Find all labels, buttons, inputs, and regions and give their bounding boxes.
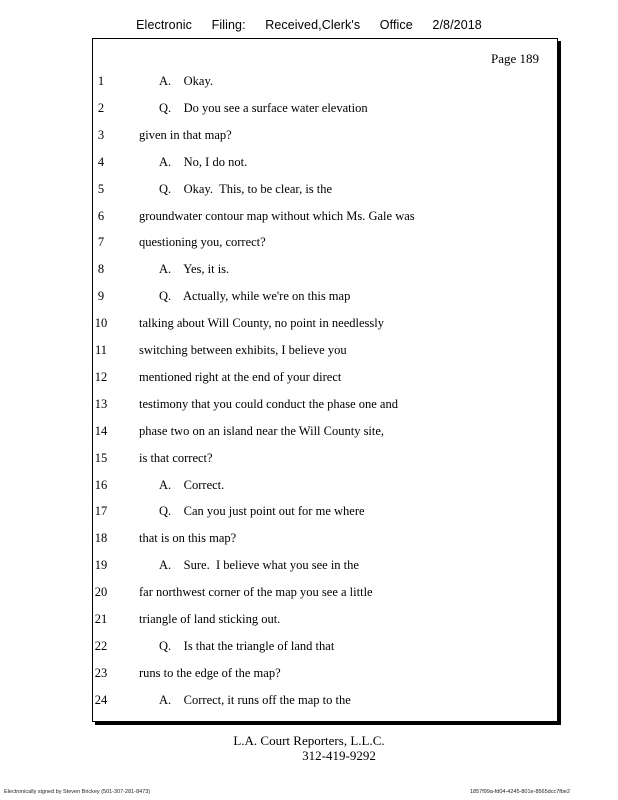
line-number: 21 — [94, 612, 108, 626]
transcript-line — [93, 558, 557, 578]
line-text: given in that map? — [139, 127, 232, 142]
line-number: 12 — [94, 369, 108, 384]
line-text: switching between exhibits, I believe you — [139, 343, 347, 357]
line-text: A. Yes, it is. — [159, 262, 230, 277]
transcript-line — [93, 585, 557, 605]
transcript-line — [93, 666, 557, 686]
transcript-line — [93, 343, 557, 363]
line-number: 20 — [94, 585, 108, 600]
transcript-line — [93, 74, 557, 94]
line-text: talking about Will County, no point in needlessly — [139, 316, 384, 331]
line-text: A. Correct, it runs off the map to the — [159, 692, 351, 707]
transcript-line — [93, 639, 557, 659]
filing-date: 2/8/2018 — [432, 18, 482, 32]
document-hash: 1857f99a-fd04-4245-801e-8565dcc7fbe2 — [470, 789, 570, 795]
line-text: runs to the edge of the map? — [139, 665, 281, 680]
line-text: A. No, I do not. — [159, 154, 248, 169]
line-text: Q. Can you just point out for me where — [159, 504, 365, 519]
line-number: 13 — [94, 396, 108, 411]
line-text: Q. Is that the triangle of land that — [159, 638, 335, 653]
line-number: 22 — [94, 638, 108, 653]
transcript-line — [93, 155, 557, 175]
transcript-line — [93, 612, 557, 632]
transcript-line — [93, 451, 557, 471]
line-text: groundwater contour map without which Ms. Gale was — [139, 208, 415, 223]
filing-label: Filing: — [211, 18, 246, 32]
line-number: 19 — [94, 558, 108, 573]
filing-header — [0, 18, 618, 32]
line-number: 1 — [97, 74, 105, 88]
footer-phone: 312-419-9292 — [302, 748, 376, 763]
line-number: 10 — [94, 316, 108, 331]
line-text: testimony that you could conduct the phase one and — [139, 396, 398, 411]
line-text: far northwest corner of the map you see a little — [139, 585, 373, 600]
line-number: 11 — [94, 343, 108, 357]
transcript-page — [92, 38, 558, 722]
line-text: phase two on an island near the Will County site, — [139, 423, 385, 438]
line-number: 15 — [94, 450, 108, 465]
transcript-line — [93, 101, 557, 121]
transcript-line — [93, 209, 557, 229]
line-text: questioning you, correct? — [139, 235, 266, 250]
line-number: 5 — [97, 181, 105, 196]
line-number: 18 — [94, 531, 108, 546]
transcript-line — [93, 693, 557, 713]
line-number: 6 — [97, 208, 105, 223]
line-number: 4 — [97, 154, 105, 169]
transcript-line — [93, 128, 557, 148]
line-number: 3 — [97, 127, 105, 142]
transcript-line — [93, 397, 557, 417]
line-number: 17 — [94, 504, 108, 519]
line-text: A. Correct. — [159, 477, 225, 492]
transcript-line — [93, 262, 557, 282]
filing-received: Received,Clerk's — [265, 18, 361, 32]
line-text: Q. Do you see a surface water elevation — [159, 100, 368, 115]
transcript-line — [93, 478, 557, 498]
page-number: Page 189 — [490, 51, 539, 66]
line-text: Q. Okay. This, to be clear, is the — [159, 181, 333, 196]
line-number: 23 — [94, 665, 108, 680]
line-text: A. Sure. I believe what you see in the — [159, 558, 359, 573]
filing-electronic: Electronic — [136, 18, 193, 32]
transcript-line — [93, 504, 557, 524]
transcript-line — [93, 370, 557, 390]
line-number: 14 — [94, 423, 108, 438]
line-number: 2 — [97, 100, 105, 115]
line-text: triangle of land sticking out. — [139, 612, 281, 626]
transcript-line — [93, 424, 557, 444]
line-number: 16 — [94, 477, 108, 492]
line-number: 24 — [94, 692, 108, 707]
filing-office: Office — [379, 18, 413, 32]
transcript-line — [93, 531, 557, 551]
transcript-line — [93, 289, 557, 309]
line-number: 7 — [97, 235, 105, 250]
transcript-line — [93, 316, 557, 336]
line-text: is that correct? — [139, 450, 213, 465]
line-text: that is on this map? — [139, 531, 237, 546]
transcript-line — [93, 235, 557, 255]
line-text: mentioned right at the end of your direct — [139, 369, 342, 384]
electronic-signature: Electronically signed by Steven Brickey (501-307-281-8473) — [4, 789, 151, 795]
footer-company: L.A. Court Reporters, L.L.C. — [233, 733, 385, 748]
line-text: A. Okay. — [159, 74, 214, 88]
line-number: 8 — [97, 262, 105, 277]
line-number: 9 — [97, 289, 105, 304]
transcript-line — [93, 182, 557, 202]
line-text: Q. Actually, while we're on this map — [159, 289, 351, 304]
